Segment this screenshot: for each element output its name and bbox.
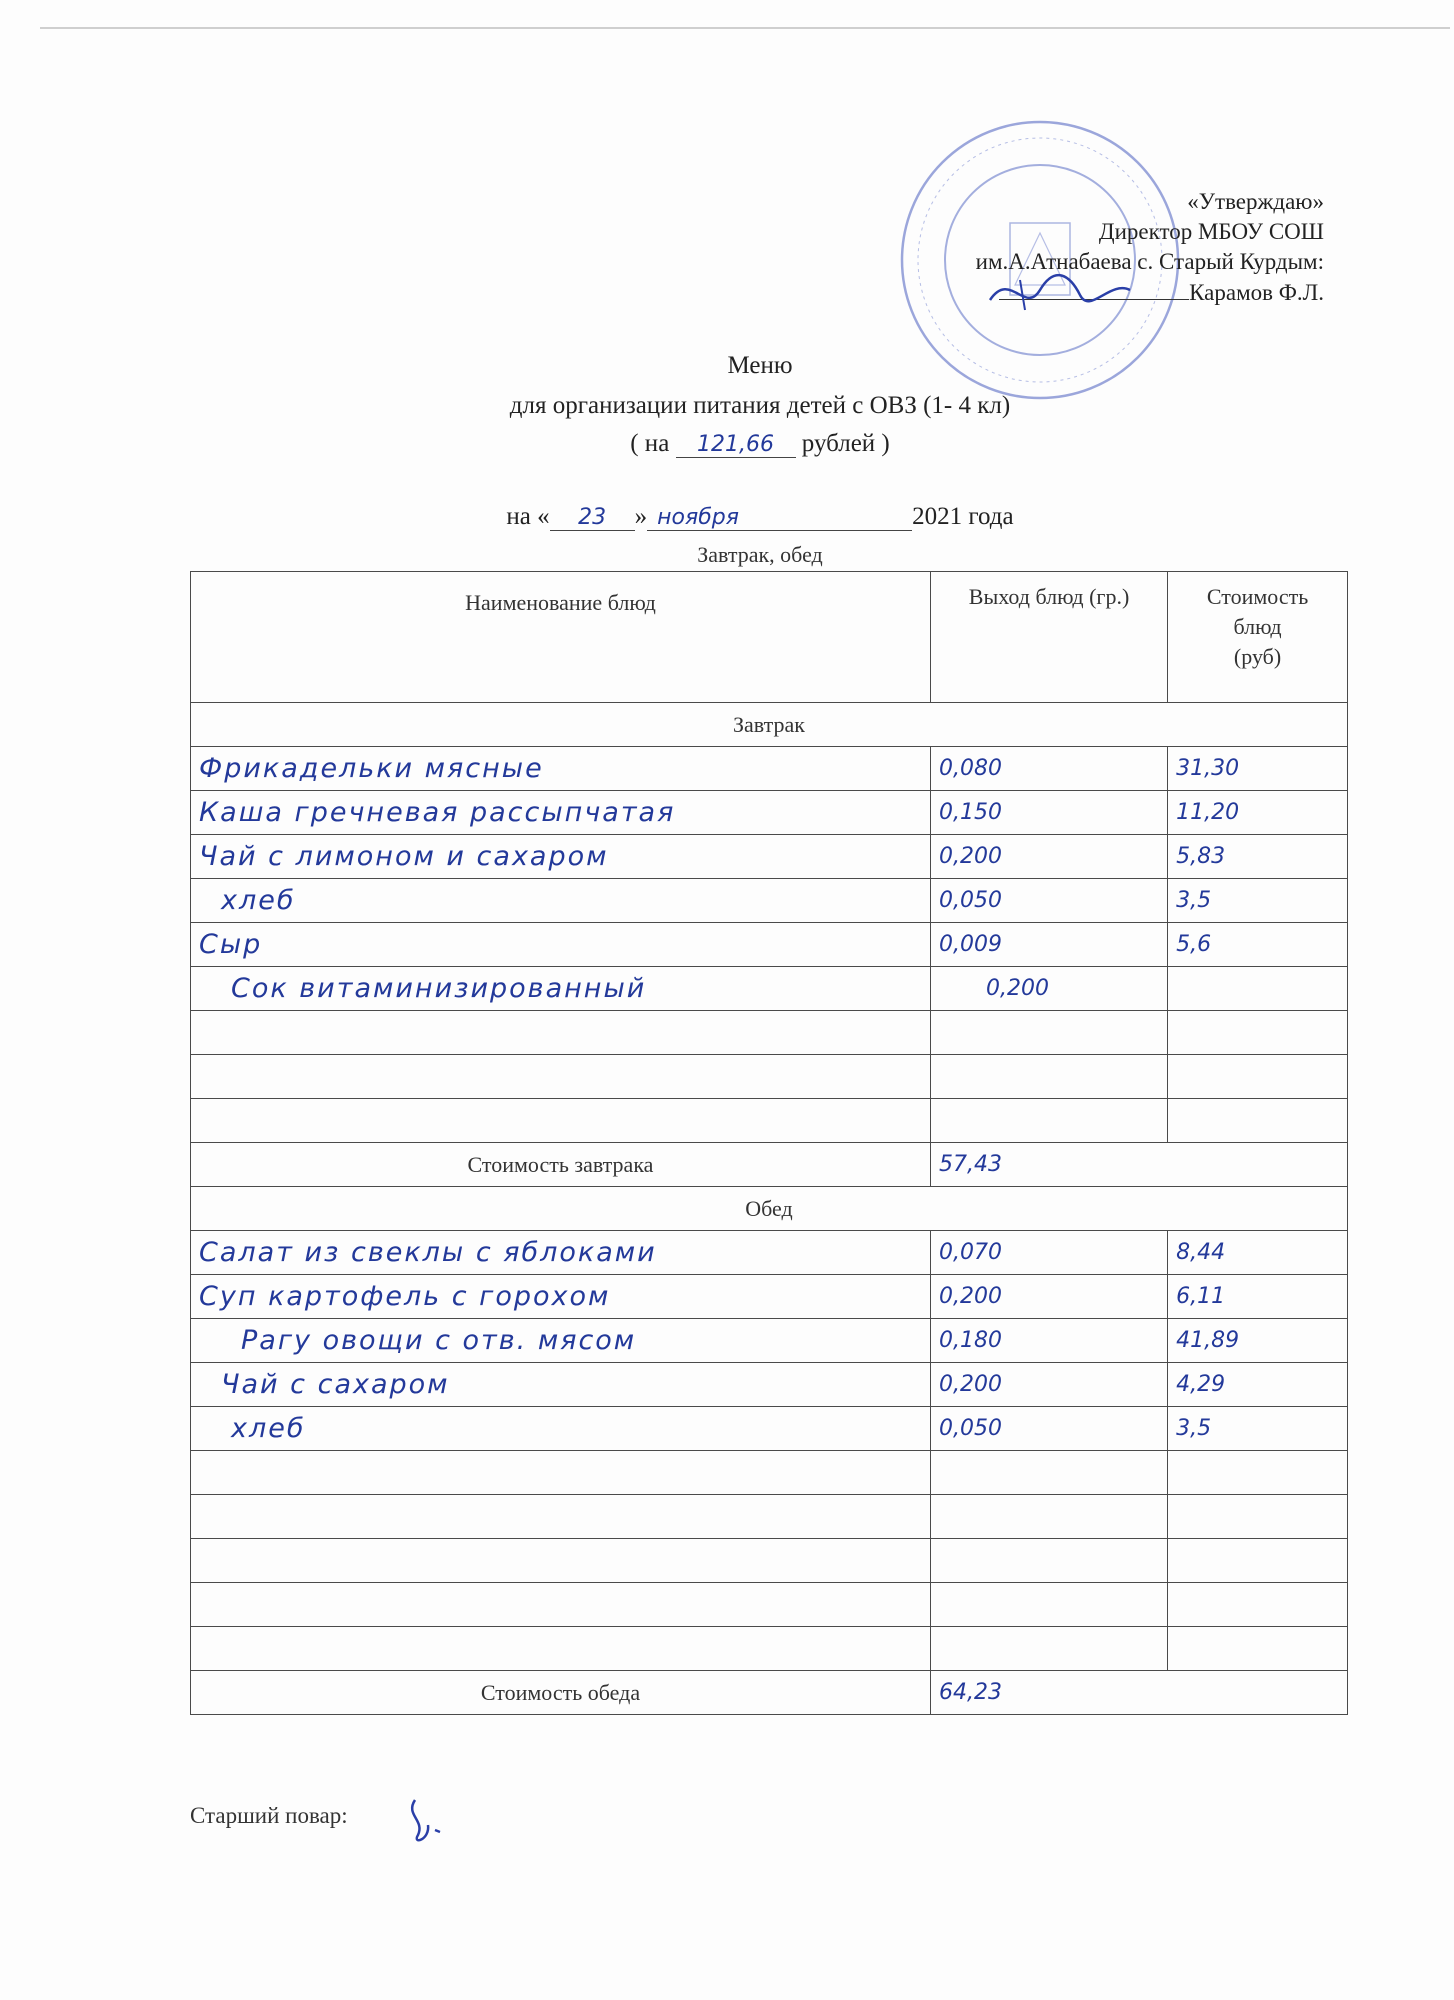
dish-weight: 0,070: [930, 1231, 1167, 1275]
empty-row: [191, 1583, 1348, 1627]
dish-name: Суп картофель с горохом: [191, 1275, 931, 1319]
dish-cost: 11,20: [1168, 791, 1348, 835]
breakfast-label: Завтрак: [191, 703, 1348, 747]
dish-name: Сок витаминизированный: [191, 967, 931, 1011]
empty-cell: [930, 1627, 1167, 1671]
empty-cell: [1168, 1583, 1348, 1627]
date-prefix: на «: [506, 503, 550, 530]
table-row: [191, 1363, 1348, 1407]
lunch-total-row: [191, 1671, 1348, 1715]
date-suffix: 2021 года: [912, 503, 1014, 530]
dish-cost: 8,44: [1168, 1231, 1348, 1275]
empty-row: [191, 1099, 1348, 1143]
price-value: 121,66: [676, 432, 796, 458]
price-suffix: рублей ): [801, 430, 890, 457]
empty-cell: [1168, 1011, 1348, 1055]
empty-cell: [191, 1539, 931, 1583]
dish-weight: 0,050: [930, 879, 1167, 923]
empty-row: [191, 1627, 1348, 1671]
dish-cost: 3,5: [1168, 1407, 1348, 1451]
empty-cell: [1168, 1055, 1348, 1099]
page-title: Меню: [727, 352, 793, 379]
table-row: [191, 879, 1348, 923]
dish-cost: 41,89: [1168, 1319, 1348, 1363]
breakfast-total-value: 57,43: [930, 1143, 1347, 1187]
header-cost-line1: Стоимость: [1206, 584, 1309, 609]
table-row: [191, 835, 1348, 879]
dish-weight: 0,200: [930, 967, 1167, 1011]
dish-weight: 0,009: [930, 923, 1167, 967]
table-row: [191, 967, 1348, 1011]
empty-cell: [1168, 1451, 1348, 1495]
date-day: 23: [550, 505, 635, 531]
menu-table: [190, 571, 1348, 1715]
dish-name: Фрикадельки мясные: [191, 747, 931, 791]
empty-cell: [930, 1495, 1167, 1539]
empty-cell: [1168, 1627, 1348, 1671]
table-row: [191, 1231, 1348, 1275]
empty-cell: [191, 1583, 931, 1627]
empty-cell: [930, 1451, 1167, 1495]
dish-weight: 0,150: [930, 791, 1167, 835]
header-cost: [1168, 572, 1348, 703]
empty-cell: [191, 1055, 931, 1099]
dish-cost: 5,6: [1168, 923, 1348, 967]
breakfast-total-label: Стоимость завтрака: [191, 1143, 931, 1187]
table-row: [191, 1407, 1348, 1451]
table-row: [191, 923, 1348, 967]
empty-cell: [191, 1011, 931, 1055]
dish-name: Рагу овощи с отв. мясом: [191, 1319, 931, 1363]
dish-name: Сыр: [191, 923, 931, 967]
scan-edge-line: [40, 27, 1450, 29]
breakfast-total-row: [191, 1143, 1348, 1187]
header-cost-line2: блюд: [1233, 614, 1282, 639]
approval-title: «Утверждаю»: [1187, 189, 1324, 214]
dish-cost: 5,83: [1168, 835, 1348, 879]
empty-cell: [191, 1451, 931, 1495]
empty-cell: [930, 1539, 1167, 1583]
dish-weight: 0,200: [930, 1363, 1167, 1407]
empty-cell: [930, 1099, 1167, 1143]
empty-cell: [930, 1583, 1167, 1627]
price-prefix: ( на: [630, 430, 670, 457]
empty-cell: [930, 1055, 1167, 1099]
director-signature: [980, 260, 1140, 320]
dish-cost: 3,5: [1168, 879, 1348, 923]
empty-cell: [191, 1099, 931, 1143]
director-name: Карамов Ф.Л.: [1189, 280, 1324, 305]
dish-name: Каша гречневая рассыпчатая: [191, 791, 931, 835]
price-line: [0, 430, 1454, 458]
header-dish-name: Наименование блюд: [191, 572, 931, 703]
table-row: [191, 1275, 1348, 1319]
dish-weight: 0,200: [930, 835, 1167, 879]
header-weight: Выход блюд (гр.): [930, 572, 1167, 703]
dish-weight: 0,180: [930, 1319, 1167, 1363]
empty-row: [191, 1539, 1348, 1583]
lunch-label: Обед: [191, 1187, 1348, 1231]
date-line: [0, 503, 1454, 531]
empty-cell: [191, 1627, 931, 1671]
header-cost-line3: (руб): [1233, 644, 1282, 669]
dish-weight: 0,050: [930, 1407, 1167, 1451]
chef-signature: [400, 1790, 460, 1850]
table-row: [191, 1319, 1348, 1363]
approval-school: им.А.Атнабаева с. Старый Курдым:: [975, 249, 1324, 274]
empty-cell: [930, 1011, 1167, 1055]
empty-cell: [191, 1495, 931, 1539]
empty-cell: [1168, 1539, 1348, 1583]
empty-row: [191, 1451, 1348, 1495]
empty-cell: [1168, 1099, 1348, 1143]
lunch-section-row: [191, 1187, 1348, 1231]
empty-row: [191, 1495, 1348, 1539]
dish-cost: 31,30: [1168, 747, 1348, 791]
dish-weight: 0,080: [930, 747, 1167, 791]
page-subtitle: для организации питания детей с ОВЗ (1- 4 кл): [509, 392, 1011, 419]
date-mid: »: [634, 503, 648, 530]
approval-position: Директор МБОУ СОШ: [1098, 219, 1324, 244]
dish-name: Чай с лимоном и сахаром: [191, 835, 931, 879]
date-month: ноября: [647, 505, 912, 531]
dish-name: хлеб: [191, 1407, 931, 1451]
empty-row: [191, 1011, 1348, 1055]
dish-weight: 0,200: [930, 1275, 1167, 1319]
table-row: [191, 747, 1348, 791]
lunch-total-value: 64,23: [930, 1671, 1347, 1715]
dish-name: Салат из свеклы с яблоками: [191, 1231, 931, 1275]
table-header-row: [191, 572, 1348, 703]
meals-caption: Завтрак, обед: [697, 542, 823, 567]
empty-row: [191, 1055, 1348, 1099]
lunch-total-label: Стоимость обеда: [191, 1671, 931, 1715]
dish-name: Чай с сахаром: [191, 1363, 931, 1407]
dish-cost: [1168, 967, 1348, 1011]
breakfast-section-row: [191, 703, 1348, 747]
table-row: [191, 791, 1348, 835]
dish-name: хлеб: [191, 879, 931, 923]
chef-label: Старший повар:: [190, 1803, 348, 1828]
dish-cost: 6,11: [1168, 1275, 1348, 1319]
dish-cost: 4,29: [1168, 1363, 1348, 1407]
empty-cell: [1168, 1495, 1348, 1539]
